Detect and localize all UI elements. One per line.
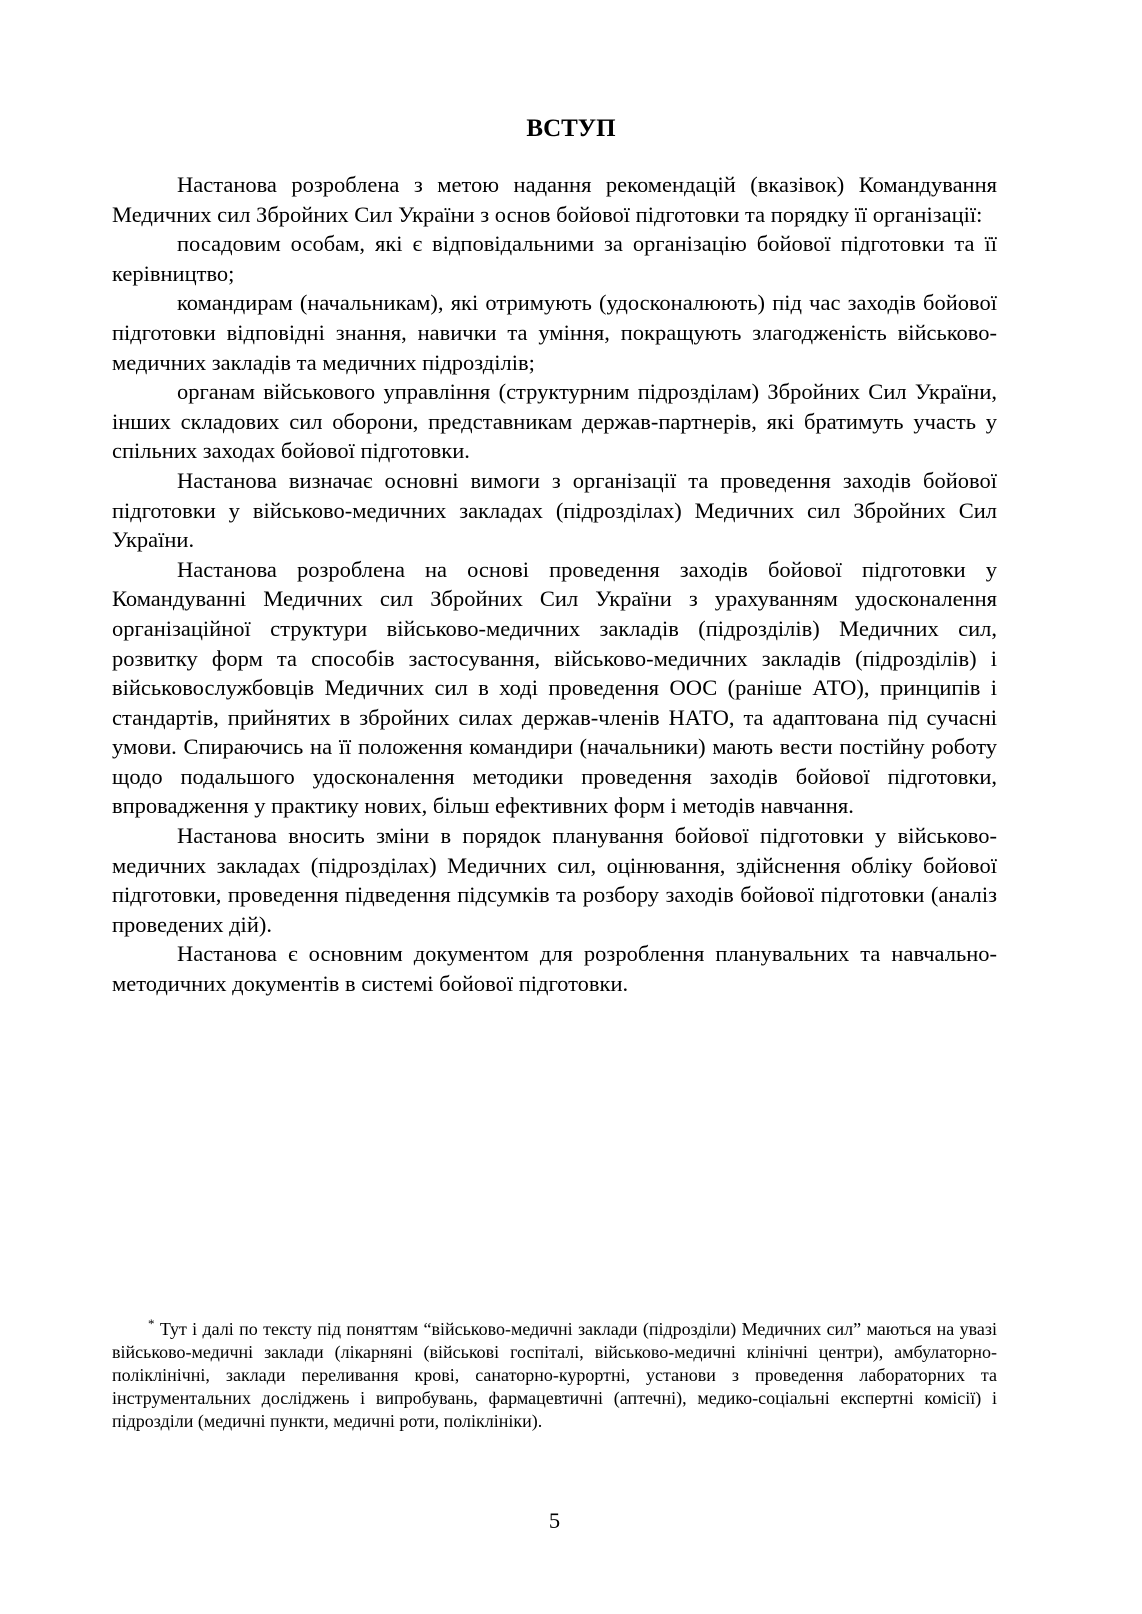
page-title: ВСТУП bbox=[526, 115, 616, 142]
footnote-marker: * bbox=[148, 1316, 155, 1331]
paragraph-requirements: Настанова визначає основні вимоги з організації та проведення заходів бойової підготовки у військово-медичних закладах (підрозділах) Медичних сил Збройних Сил України. bbox=[112, 467, 997, 553]
paragraph-main-document: Настанова є основним документом для розроблення планувальних та навчально-методичних документів в системі бойової підготовки. bbox=[112, 941, 997, 997]
paragraph-basis: Настанова розроблена на основі проведення заходів бойової підготовки у Командуванні Медичних сил Збройних Сил України з урахуванням удосконалення організаційної структури військово-медичних закладів (підрозділів) Медичних сил, розвитку форм та способів застосування, військово-медичних закладів (підрозділів) і військовослужбовців Медичних сил в ході проведення ООС (раніше АТО), принципів і стандартів, прийнятих в збройних силах держав-членів НАТО, та адаптована під сучасні умови. Спираючись на її положення командири (начальники) мають вести постійну роботу щодо подальшого удосконалення методики проведення заходів бойової підготовки, впровадження у практику нових, більш ефективних форм і методів навчання. bbox=[112, 556, 997, 819]
body-text bbox=[112, 170, 997, 999]
footnote-text: Тут і далі по тексту під поняттям “військово-медичні заклади (підрозділи) Медичних сил” маються на увазі військово-медичні заклади (лікарняні (військові госпіталі, військово-медичні клінічні центри), амбулаторно-поліклінічні, заклади переливання крові, санаторно-курортні, установи з проведення лабораторних та інструментальних досліджень і випробувань, фармацевтичні (аптечні), медико-соціальні експертні комісії) і підрозділи (медичні пункти, медичні роти, поліклініки). bbox=[112, 1319, 997, 1431]
paragraph-military-bodies: органам військового управління (структурним підрозділам) Збройних Сил України, інших складових сил оборони, представникам держав-партнерів, які братимуть участь у спільних заходах бойової підготовки. bbox=[112, 379, 997, 464]
page-number: 5 bbox=[548, 1508, 561, 1533]
paragraph-changes: Настанова вносить зміни в порядок планування бойової підготовки у військово-медичних закладах (підрозділах) Медичних сил, оцінювання, здійснення обліку бойової підготовки, проведення підведення підсумків та розбору заходів бойової підготовки (аналіз проведених дій). bbox=[112, 823, 997, 937]
paragraph-intro: Настанова розроблена з метою надання рекомендацій (вказівок) Командування Медичних сил Збройних Сил України з основ бойової підготовки та порядку її організації: bbox=[112, 172, 997, 227]
paragraph-officials: посадовим особам, які є відповідальними за організацію бойової підготовки та її керівництво; bbox=[112, 231, 997, 286]
paragraph-commanders: командирам (начальникам), які отримують (удосконалюють) під час заходів бойової підготовки відповідні знання, навички та уміння, покращують злагодженість військово-медичних закладів та медичних підрозділів; bbox=[112, 290, 997, 375]
footnote bbox=[112, 1318, 997, 1433]
